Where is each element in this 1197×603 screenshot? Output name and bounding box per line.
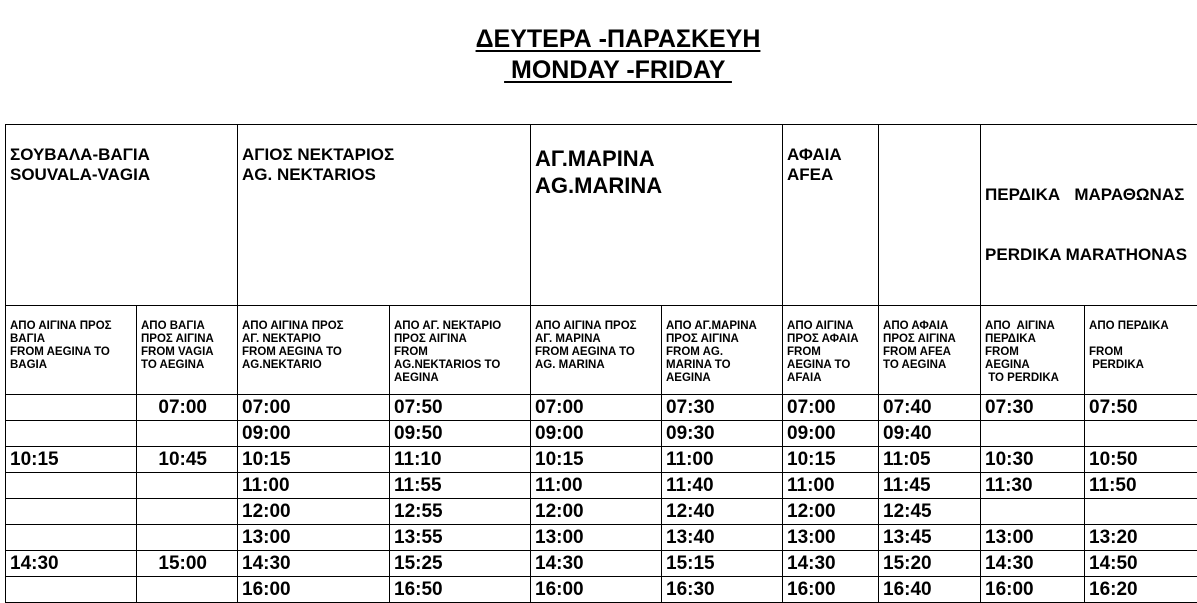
departure-time-cell: 11:50 <box>1085 473 1197 499</box>
direction-text-line: ΑΓ. ΜΑΡΙΝΑ <box>535 333 661 346</box>
route-header-row <box>6 125 1197 306</box>
title-block <box>0 24 1197 86</box>
direction-text-line: ΑΠΟ ΑΙΓΙΝΑ ΠΡΟΣ <box>535 320 661 333</box>
timetable-row <box>6 395 1197 421</box>
route-name-english: PERDIKA MARATHONAS <box>985 245 1197 265</box>
route-afea <box>783 125 879 306</box>
departure-time-cell: 10:15 <box>531 447 662 473</box>
timetable-row <box>6 577 1197 603</box>
departure-time-cell: 14:30 <box>238 551 390 577</box>
departure-time-cell <box>137 577 238 603</box>
departure-time-cell: 16:40 <box>879 577 981 603</box>
timetable-row <box>6 499 1197 525</box>
departure-time-cell: 12:00 <box>783 499 879 525</box>
direction-text-line: ΑΠΟ ΑΙΓΙΝΑ <box>787 320 878 333</box>
departure-time-cell: 13:45 <box>879 525 981 551</box>
route-name-english: SOUVALA-VAGIA <box>10 165 237 185</box>
route-name-greek: ΠΕΡΔΙΚΑ ΜΑΡΑΘΩΝΑΣ <box>985 185 1197 205</box>
departure-time-cell <box>6 395 137 421</box>
departure-time-cell: 09:40 <box>879 421 981 447</box>
route-name-english: AG. NEKTARIOS <box>242 165 530 185</box>
timetable-row <box>6 421 1197 447</box>
direction-text-line: FROM AEGINA TO <box>535 346 661 359</box>
route-perdika-marathonas <box>981 125 1197 306</box>
departure-time-cell <box>6 421 137 447</box>
departure-time-cell <box>6 473 137 499</box>
departure-time-cell: 07:30 <box>981 395 1085 421</box>
direction-text-line: AG.NEKTARIO <box>242 359 389 372</box>
departure-time-cell <box>6 577 137 603</box>
direction-text-line: AEGINA <box>985 359 1084 372</box>
direction-text-line: ΑΠΟ ΠΕΡΔΙΚΑ <box>1089 320 1197 333</box>
direction-text-line: FROM <box>985 346 1084 359</box>
departure-time-cell: 16:00 <box>783 577 879 603</box>
route-name-greek: ΣΟΥΒΑΛΑ-ΒΑΓΙΑ <box>10 145 237 165</box>
departure-time-cell: 12:00 <box>531 499 662 525</box>
direction-text-line: TO AEGINA <box>141 359 237 372</box>
departure-time-cell: 10:45 <box>137 447 238 473</box>
departure-time-cell: 07:00 <box>783 395 879 421</box>
direction-text-line: FROM <box>1089 346 1197 359</box>
direction-text-line <box>1089 333 1197 346</box>
direction-text-line: ΑΠΟ ΑΓ. ΝΕΚΤΑΡΙΟ <box>394 320 530 333</box>
departure-time-cell: 09:30 <box>662 421 783 447</box>
departure-time-cell: 09:50 <box>390 421 531 447</box>
departure-time-cell: 16:30 <box>662 577 783 603</box>
direction-header-cell <box>981 306 1085 395</box>
direction-header-row <box>6 306 1197 395</box>
departure-time-cell: 10:30 <box>981 447 1085 473</box>
direction-header-cell <box>879 306 981 395</box>
departure-time-cell: 11:00 <box>531 473 662 499</box>
direction-text-line: ΠΡΟΣ ΑΙΓΙΝΑ <box>883 333 980 346</box>
departure-time-cell: 13:00 <box>238 525 390 551</box>
direction-text-line: ΑΠΟ ΑΙΓΙΝΑ ΠΡΟΣ <box>242 320 389 333</box>
departure-time-cell: 07:00 <box>531 395 662 421</box>
direction-text-line: FROM AEGINA TO <box>10 346 136 359</box>
direction-text-line: FROM AG. <box>666 346 782 359</box>
departure-time-cell <box>6 499 137 525</box>
direction-text-line: ΠΡΟΣ ΑΙΓΙΝΑ <box>666 333 782 346</box>
direction-text-line: ΑΠΟ ΑΙΓΙΝΑ <box>985 320 1084 333</box>
departure-time-cell: 11:45 <box>879 473 981 499</box>
departure-time-cell: 16:00 <box>238 577 390 603</box>
direction-text-line: AG. MARINA <box>535 359 661 372</box>
route-name-greek: ΑΦΑΙΑ <box>787 145 878 165</box>
direction-text-line: ΠΡΟΣ ΑΙΓΙΝΑ <box>394 333 530 346</box>
title-greek: ΔΕΥΤΕΡΑ -ΠΑΡΑΣΚΕΥΗ <box>0 24 1197 55</box>
timetable-row <box>6 551 1197 577</box>
departure-time-cell <box>981 421 1085 447</box>
departure-time-cell <box>137 421 238 447</box>
departure-time-cell: 07:00 <box>238 395 390 421</box>
departure-time-cell: 12:40 <box>662 499 783 525</box>
route-souvala-vagia <box>6 125 238 306</box>
departure-time-cell: 10:15 <box>783 447 879 473</box>
departure-time-cell: 12:45 <box>879 499 981 525</box>
departure-time-cell: 13:55 <box>390 525 531 551</box>
departure-time-cell <box>137 473 238 499</box>
departure-time-cell <box>137 525 238 551</box>
timetable-row <box>6 525 1197 551</box>
departure-time-cell: 10:15 <box>6 447 137 473</box>
direction-header-cell <box>6 306 137 395</box>
timetable-row <box>6 473 1197 499</box>
direction-text-line: AEGINA TO <box>787 359 878 372</box>
departure-time-cell: 11:05 <box>879 447 981 473</box>
direction-text-line: FROM AFEA <box>883 346 980 359</box>
timetable-row <box>6 447 1197 473</box>
departure-time-cell: 15:25 <box>390 551 531 577</box>
departure-time-cell: 14:30 <box>981 551 1085 577</box>
departure-time-cell: 14:30 <box>6 551 137 577</box>
departure-time-cell: 13:00 <box>531 525 662 551</box>
departure-time-cell: 12:55 <box>390 499 531 525</box>
direction-text-line: ΑΠΟ ΒΑΓΙΑ <box>141 320 237 333</box>
departure-time-cell: 11:00 <box>238 473 390 499</box>
route-ag-nektarios <box>238 125 531 306</box>
direction-text-line: FROM VAGIA <box>141 346 237 359</box>
departure-time-cell: 07:00 <box>137 395 238 421</box>
departure-time-cell: 13:00 <box>783 525 879 551</box>
departure-time-cell: 09:00 <box>238 421 390 447</box>
departure-time-cell <box>137 499 238 525</box>
departure-time-cell: 07:40 <box>879 395 981 421</box>
direction-text-line: TO AEGINA <box>883 359 980 372</box>
schedule-table <box>5 124 1197 603</box>
direction-header-cell <box>238 306 390 395</box>
departure-time-cell: 11:00 <box>783 473 879 499</box>
direction-text-line: BAGIA <box>10 359 136 372</box>
direction-text-line: TO PERDIKA <box>985 372 1084 385</box>
departure-time-cell: 12:00 <box>238 499 390 525</box>
direction-header-cell <box>531 306 662 395</box>
departure-time-cell: 10:50 <box>1085 447 1197 473</box>
departure-time-cell: 15:20 <box>879 551 981 577</box>
direction-text-line: ΠΡΟΣ ΑΙΓΙΝΑ <box>141 333 237 346</box>
departure-time-cell: 07:30 <box>662 395 783 421</box>
departure-time-cell <box>6 525 137 551</box>
departure-time-cell: 16:00 <box>531 577 662 603</box>
departure-time-cell: 09:00 <box>783 421 879 447</box>
direction-text-line: ΑΠΟ ΑΓ.ΜΑΡΙΝΑ <box>666 320 782 333</box>
departure-time-cell: 13:20 <box>1085 525 1197 551</box>
direction-text-line: ΑΠΟ ΑΦΑΙΑ <box>883 320 980 333</box>
departure-time-cell: 11:10 <box>390 447 531 473</box>
departure-time-cell: 07:50 <box>1085 395 1197 421</box>
departure-time-cell: 11:55 <box>390 473 531 499</box>
direction-text-line: AG.NEKTARIOS TO <box>394 359 530 372</box>
departure-time-cell: 11:40 <box>662 473 783 499</box>
direction-text-line: ΠΕΡΔΙΚΑ <box>985 333 1084 346</box>
direction-text-line: PERDIKA <box>1089 359 1197 372</box>
departure-time-cell: 15:15 <box>662 551 783 577</box>
direction-header-cell <box>137 306 238 395</box>
departure-time-cell <box>1085 421 1197 447</box>
departure-time-cell: 13:00 <box>981 525 1085 551</box>
departure-time-cell: 14:50 <box>1085 551 1197 577</box>
direction-text-line: AEGINA <box>394 372 530 385</box>
direction-header-cell <box>783 306 879 395</box>
departure-time-cell: 16:00 <box>981 577 1085 603</box>
direction-text-line: FROM <box>394 346 530 359</box>
direction-text-line: FROM AEGINA TO <box>242 346 389 359</box>
direction-header-cell <box>390 306 531 395</box>
route-name-greek: ΑΓ.ΜΑΡΙΝΑ <box>535 145 782 172</box>
title-english: MONDAY -FRIDAY <box>0 55 1197 86</box>
departure-time-cell: 11:30 <box>981 473 1085 499</box>
departure-time-cell <box>981 499 1085 525</box>
direction-text-line: ΑΠΟ ΑΙΓΙΝΑ ΠΡΟΣ <box>10 320 136 333</box>
direction-text-line: AEGINA <box>666 372 782 385</box>
direction-text-line: ΠΡΟΣ ΑΦΑΙΑ <box>787 333 878 346</box>
direction-text-line: ΒΑΓΙΑ <box>10 333 136 346</box>
direction-text-line: ΑΓ. ΝΕΚΤΑΡΙΟ <box>242 333 389 346</box>
route-name-english: AFEA <box>787 165 878 185</box>
direction-text-line: MARINA TO <box>666 359 782 372</box>
departure-time-cell: 10:15 <box>238 447 390 473</box>
direction-text-line: FROM <box>787 346 878 359</box>
departure-time-cell: 14:30 <box>531 551 662 577</box>
departure-time-cell: 16:20 <box>1085 577 1197 603</box>
departure-time-cell: 14:30 <box>783 551 879 577</box>
departure-time-cell <box>1085 499 1197 525</box>
departure-time-cell: 11:00 <box>662 447 783 473</box>
departure-time-cell: 09:00 <box>531 421 662 447</box>
departure-time-cell: 16:50 <box>390 577 531 603</box>
route-empty <box>879 125 981 306</box>
route-ag-marina <box>531 125 783 306</box>
departure-time-cell: 15:00 <box>137 551 238 577</box>
direction-header-cell <box>662 306 783 395</box>
route-name-english: AG.MARINA <box>535 172 782 199</box>
route-name-greek: ΑΓΙΟΣ ΝΕΚΤΑΡΙΟΣ <box>242 145 530 165</box>
departure-time-cell: 13:40 <box>662 525 783 551</box>
direction-header-cell <box>1085 306 1197 395</box>
direction-text-line: AFAIA <box>787 372 878 385</box>
departure-time-cell: 07:50 <box>390 395 531 421</box>
